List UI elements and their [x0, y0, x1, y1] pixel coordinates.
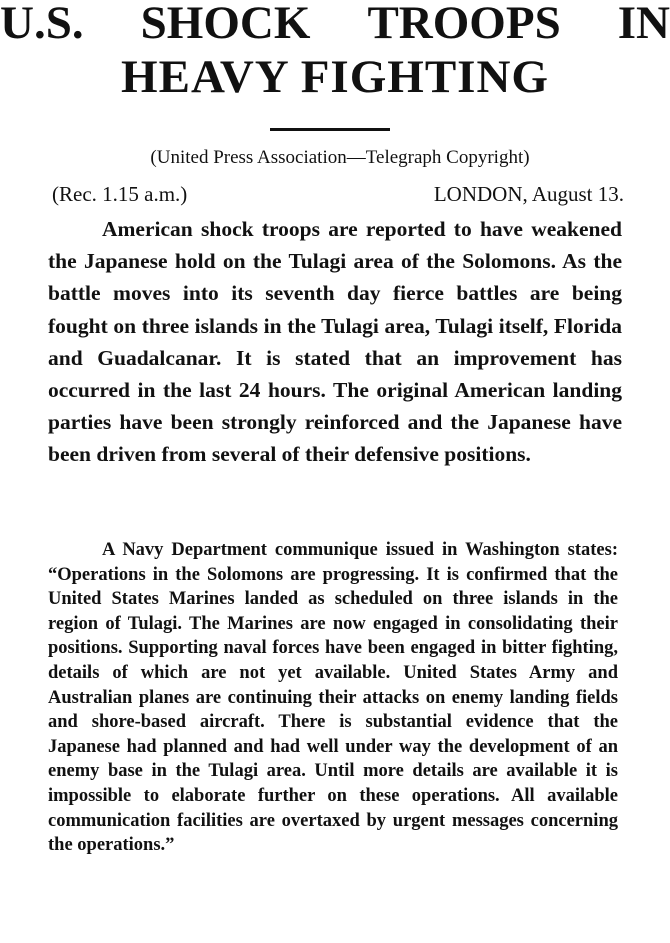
headline-word: TROOPS — [367, 0, 561, 49]
wire-credit: (United Press Association—Telegraph Copyright) — [150, 147, 530, 168]
headline-word: SHOCK — [140, 0, 311, 49]
headline-line-2: HEAVY FIGHTING — [121, 51, 549, 103]
article-paragraph-lead: American shock troops are reported to have weakened the Japanese hold on the Tulagi area of the Solomons. As the battle moves into its seventh day fierce battles are being fought on three islands in the Tulagi area, Tulagi itself, Florida and Guadalcanar. It is stated that an improvement has occurred in the last 24 hours. The original American landing parties have been strongly reinforced and the Japanese have been driven from several of their defensive positions. — [48, 217, 622, 467]
headline-word: U.S. — [0, 0, 84, 49]
headline-line-1 — [0, 0, 670, 48]
place-date: LONDON, August 13. — [433, 182, 624, 206]
dateline — [52, 180, 624, 208]
headline-word: IN — [617, 0, 670, 49]
headline-divider — [270, 128, 390, 131]
article-paragraph-communique: A Navy Department communique issued in Washington states: “Operations in the Solomons are progressing. It is confirmed that the United States Marines landed as scheduled on three islands in the region of Tulagi. The Marines are now engaged in consolidating their positions. Supporting naval forces have been engaged in bitter fighting, details of which are not yet available. United States Army and Australian planes are continuing their attacks on enemy landing fields and shore-based aircraft. There is substantial evidence that the Japanese had planned and had well under way the development of an enemy base in the Tulagi area. Until more details are available it is impossible to elaborate further on these operations. All available communication facilities are overtaxed by urgent messages concerning the operations.” — [48, 540, 618, 856]
received-time: (Rec. 1.15 a.m.) — [52, 182, 188, 206]
